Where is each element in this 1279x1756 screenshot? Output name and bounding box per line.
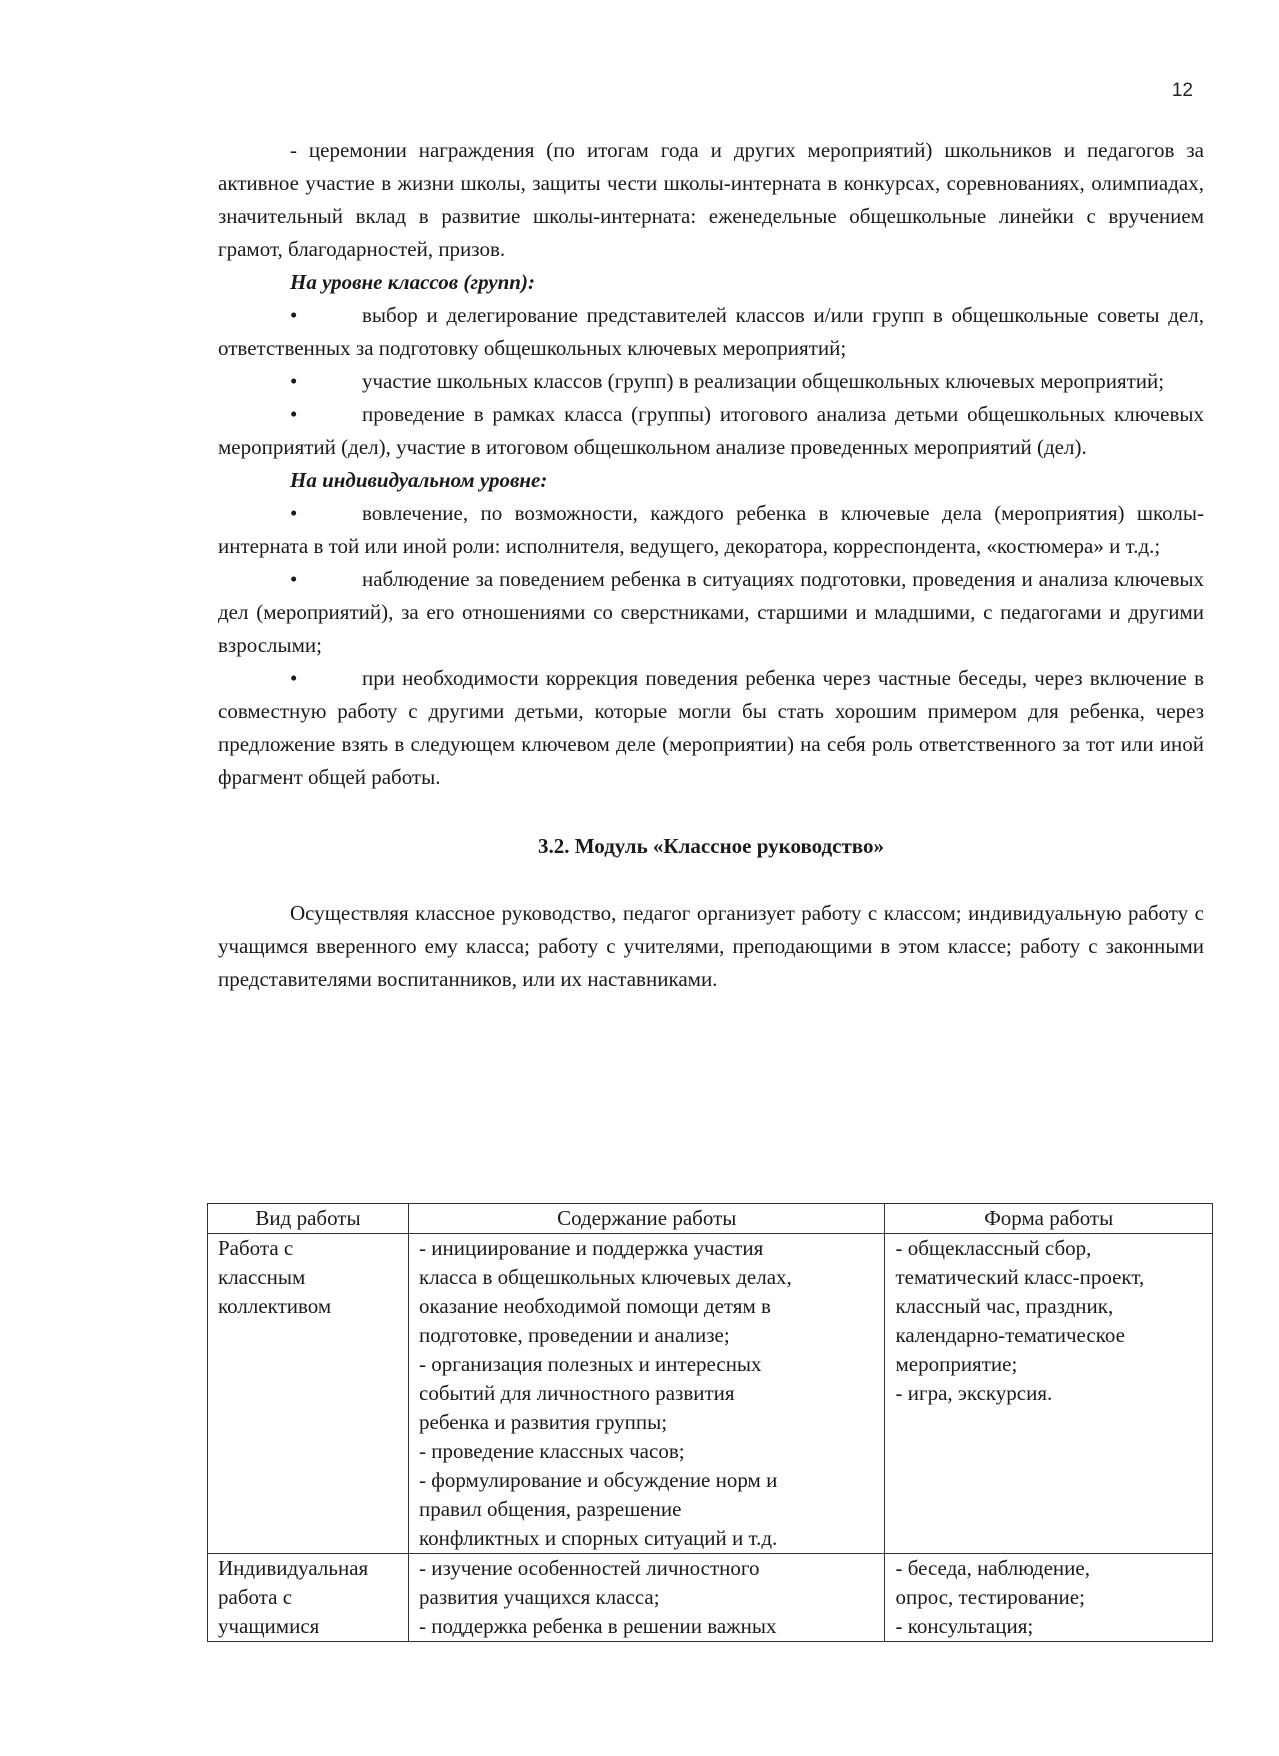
class-bullet-2: • участие школьных классов (групп) в реализации общешкольных ключевых мероприятий; — [218, 365, 1204, 398]
class-work-table — [207, 1203, 1213, 1642]
individual-level-heading: На индивидуальном уровне: — [290, 468, 548, 492]
module-intro: Осуществляя классное руководство, педагог организует работу с классом; индивидуальную работу с учащимся вверенного ему класса; работу с учителями, преподающими в этом классе; работу с законными представителями воспитанников, или их наставниками. — [218, 901, 1204, 991]
individual-bullet-3: • при необходимости коррекция поведения ребенка через частные беседы, через включение в совместную работу с другими детьми, которые могли бы стать хорошим примером для ребенка, через предложение взять в следующем ключевом деле (мероприятии) на себя роль ответственного за тот или иной фрагмент общей работы. — [218, 662, 1204, 794]
header-type: Вид работы — [208, 1204, 409, 1234]
bullet-icon: • — [290, 501, 298, 525]
table-row — [208, 1234, 1213, 1554]
cell-type: Работа с классным коллективом — [208, 1234, 409, 1554]
bullet-icon: • — [290, 567, 298, 591]
class-level-heading: На уровне классов (групп): — [290, 270, 535, 294]
table-header-row — [208, 1204, 1213, 1234]
bullet-icon: • — [290, 369, 298, 393]
cell-type: Индивидуальная работа с учащимися — [208, 1554, 409, 1642]
bullet-icon: • — [290, 303, 298, 327]
module-title: 3.2. Модуль «Классное руководство» — [538, 834, 884, 858]
individual-bullet-2: • наблюдение за поведением ребенка в ситуациях подготовки, проведения и анализа ключевых дел (мероприятий), за его отношениями со сверстниками, старшими и младшими, с педагогами и другими взрослыми; — [218, 563, 1204, 662]
individual-bullet-1: • вовлечение, по возможности, каждого ребенка в ключевые дела (мероприятия) школы-интерната в той или иной роли: исполнителя, ведущего, декоратора, корреспондента, «костюмера» и т.д.; — [218, 497, 1204, 563]
cell-form: - беседа, наблюдение, опрос, тестирование; - консультация; — [885, 1554, 1213, 1642]
header-form: Форма работы — [885, 1204, 1213, 1234]
bullet-icon: • — [290, 666, 298, 690]
table-row — [208, 1554, 1213, 1642]
bullet-icon: • — [290, 402, 298, 426]
cell-content: - изучение особенностей личностного развития учащихся класса; - поддержка ребенка в решении важных — [409, 1554, 885, 1642]
cell-form: - общеклассный сбор, тематический класс-проект, классный час, праздник, календарно-тематическое мероприятие; - игра, экскурсия. — [885, 1234, 1213, 1554]
ceremony-paragraph: - церемонии награждения (по итогам года и других мероприятий) школьников и педагогов за активное участие в жизни школы, защиты чести школы-интерната в конкурсах, соревнованиях, олимпиадах, значительный вклад в развитие школы-интерната: еженедельные общешкольные линейки с вручением грамот, благодарностей, призов. — [218, 138, 1204, 261]
header-content: Содержание работы — [409, 1204, 885, 1234]
class-bullet-3: • проведение в рамках класса (группы) итогового анализа детьми общешкольных ключевых мероприятий (дел), участие в итоговом общешкольном анализе проведенных мероприятий (дел). — [218, 398, 1204, 464]
document-body — [218, 134, 1204, 996]
class-bullet-1: • выбор и делегирование представителей классов и/или групп в общешкольные советы дел, ответственных за подготовку общешкольных ключевых мероприятий; — [218, 299, 1204, 365]
page-number: 12 — [1171, 80, 1193, 101]
cell-content: - инициирование и поддержка участия класса в общешкольных ключевых делах, оказание необходимой помощи детям в подготовке, проведении и анализе; - организация полезных и интересных событий для личностного развития ребенка и развития группы; - проведение классных часов; - формулирование и обсуждение норм и правил общения, разрешение конфликтных и спорных ситуаций и т.д. — [409, 1234, 885, 1554]
